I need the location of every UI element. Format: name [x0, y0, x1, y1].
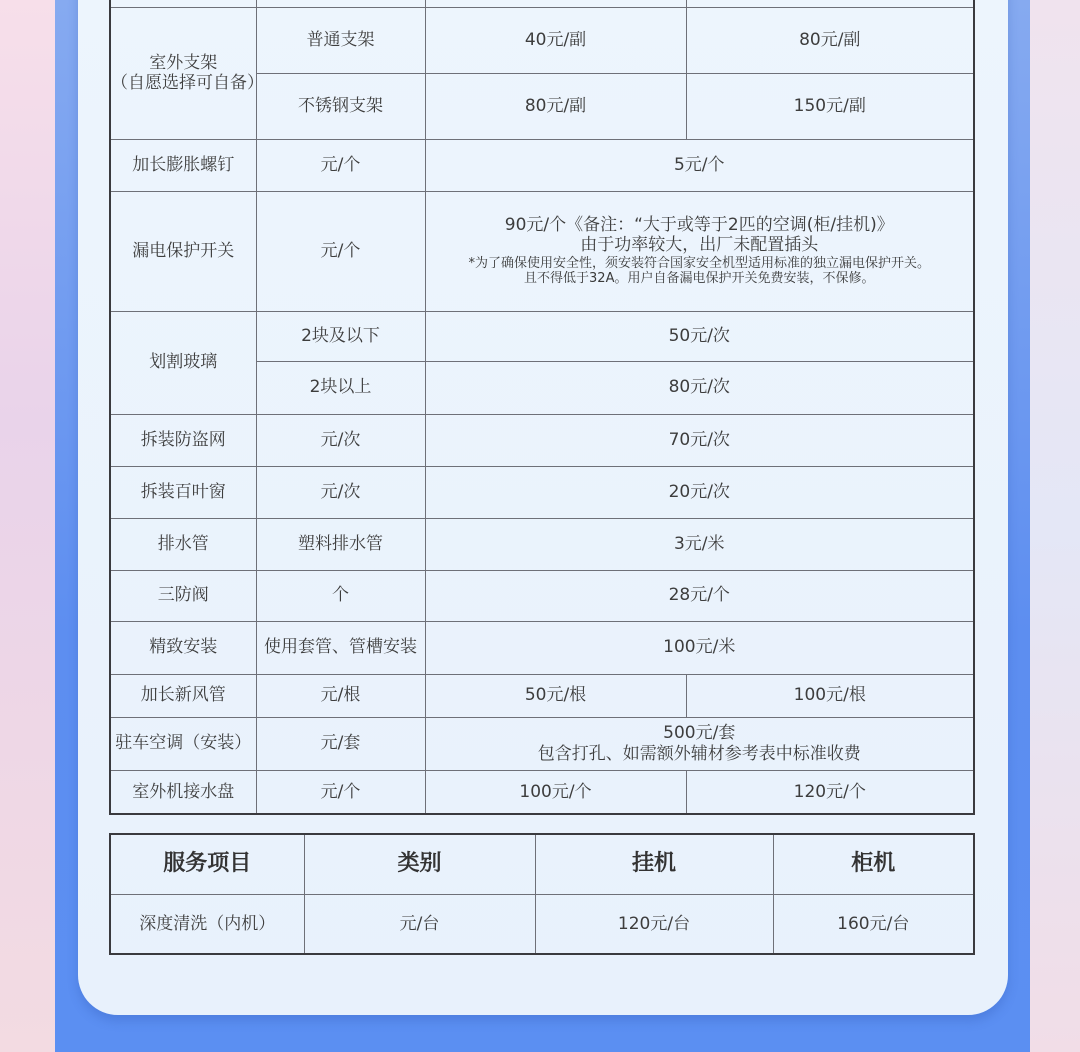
- item-cell: 加长新风管: [110, 674, 256, 717]
- price-cell: 160元/台: [773, 894, 974, 954]
- price-cell: 120元/个: [686, 770, 974, 814]
- item-cell: 加长膨胀螺钉: [110, 139, 256, 191]
- item-cell: 三防阀: [110, 570, 256, 621]
- category-cell: 不锈钢支架: [256, 73, 425, 139]
- item-cell: 驻车空调（安装）: [110, 717, 256, 770]
- table-row: [110, 894, 974, 954]
- table-row: [110, 0, 974, 7]
- item-cell: 室外支架 （自愿选择可自备）: [110, 7, 256, 139]
- price-cell: 80元/次: [425, 361, 974, 414]
- price-line: 包含打孔、如需额外辅材参考表中标准收费: [537, 743, 861, 764]
- category-cell: 普通支架: [256, 7, 425, 73]
- item-cell: 拆装防盗网: [110, 414, 256, 466]
- item-cell: 深度清洗（内机）: [110, 894, 304, 954]
- note-line: 90元/个《备注：“大于或等于2匹的空调(柜/挂机)》: [504, 215, 894, 236]
- left-decor-strip: [0, 0, 60, 1052]
- price-cell: 70元/次: [425, 414, 974, 466]
- price-cell: 150元/副: [686, 73, 974, 139]
- table-row: [110, 466, 974, 518]
- category-cell: 元/根: [256, 674, 425, 717]
- item-cell: 室外机接水盘: [110, 770, 256, 814]
- table-row: [110, 311, 974, 361]
- item-cell: 精致安装: [110, 621, 256, 674]
- right-decor-strip: [1030, 0, 1080, 1052]
- note-line: 且不得低于32A。用户自备漏电保护开关免费安装，不保修。: [524, 271, 875, 287]
- table-cell: [425, 0, 686, 7]
- price-line: 500元/套: [663, 723, 736, 744]
- item-cell: 拆装百叶窗: [110, 466, 256, 518]
- price-cell: 100元/米: [425, 621, 974, 674]
- category-cell: 2块以上: [256, 361, 425, 414]
- category-cell: 元/次: [256, 414, 425, 466]
- table-row: [110, 717, 974, 770]
- price-table: [109, 0, 975, 815]
- table-row: [110, 191, 974, 311]
- category-cell: 元/个: [256, 191, 425, 311]
- category-cell: 使用套管、管槽安装: [256, 621, 425, 674]
- price-cell: 80元/副: [686, 7, 974, 73]
- column-header: 挂机: [535, 834, 773, 894]
- price-cell: 28元/个: [425, 570, 974, 621]
- price-cell: 3元/米: [425, 518, 974, 570]
- item-cell: 划割玻璃: [110, 311, 256, 414]
- category-cell: 元/个: [256, 139, 425, 191]
- table-header-row: [110, 834, 974, 894]
- item-cell: 漏电保护开关: [110, 191, 256, 311]
- table-row: [110, 770, 974, 814]
- column-header: 服务项目: [110, 834, 304, 894]
- price-cell: 40元/副: [425, 7, 686, 73]
- note-cell: [425, 191, 974, 311]
- price-cell: 20元/次: [425, 466, 974, 518]
- table-row: [110, 414, 974, 466]
- table-row: [110, 674, 974, 717]
- category-cell: 2块及以下: [256, 311, 425, 361]
- price-cell: 5元/个: [425, 139, 974, 191]
- category-cell: 塑料排水管: [256, 518, 425, 570]
- service-table: [109, 833, 975, 955]
- category-cell: 元/个: [256, 770, 425, 814]
- price-cell: 50元/次: [425, 311, 974, 361]
- column-header: 柜机: [773, 834, 974, 894]
- table-row: [110, 570, 974, 621]
- category-cell: 个: [256, 570, 425, 621]
- note-line: *为了确保使用安全性，须安装符合国家安全机型适用标准的独立漏电保护开关。: [468, 255, 930, 271]
- table-row: [110, 139, 974, 191]
- column-header: 类别: [304, 834, 535, 894]
- table-row: [110, 518, 974, 570]
- note-line: 由于功率较大，出厂未配置插头: [580, 235, 819, 256]
- price-cell: [425, 717, 974, 770]
- category-cell: 元/套: [256, 717, 425, 770]
- price-cell: 50元/根: [425, 674, 686, 717]
- table-row: [110, 7, 974, 73]
- price-cell: 80元/副: [425, 73, 686, 139]
- price-cell: 100元/个: [425, 770, 686, 814]
- table-cell: [686, 0, 974, 7]
- price-cell: 100元/根: [686, 674, 974, 717]
- category-cell: 元/次: [256, 466, 425, 518]
- table-cell: [256, 0, 425, 7]
- price-cell: 120元/台: [535, 894, 773, 954]
- table-row: [110, 621, 974, 674]
- category-cell: 元/台: [304, 894, 535, 954]
- item-cell: 排水管: [110, 518, 256, 570]
- table-cell: [110, 0, 256, 7]
